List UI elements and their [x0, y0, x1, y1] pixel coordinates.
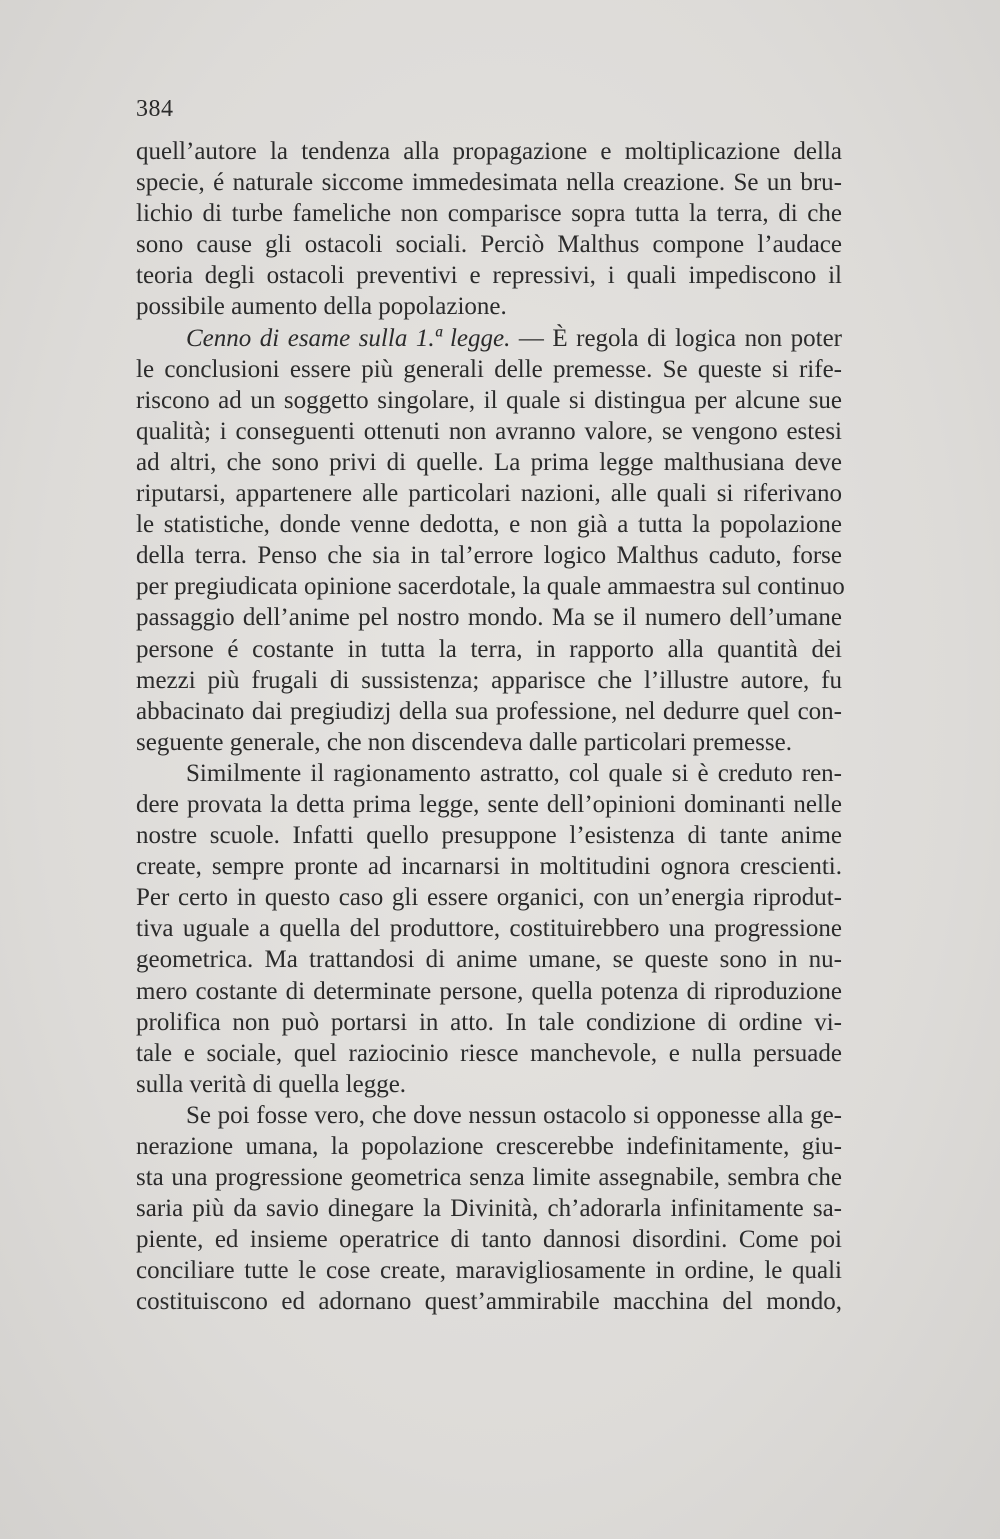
text-line: quell’autore la tendenza alla propagazione e moltiplicazione della [136, 138, 842, 165]
body-text [136, 136, 845, 1318]
text-line: qualità; i conseguenti ottenuti non avranno valore, se vengono estesi [136, 417, 842, 445]
text-line: tale e sociale, quel raziocinio riesce manchevole, e nulla persuade [136, 1039, 842, 1067]
text-line: create, sempre pronte ad incarnarsi in moltitudini ognora crescienti. [136, 853, 842, 881]
text-line: specie, é naturale siccome immedesimata nella creazione. Se un bru- [136, 169, 842, 197]
text-line: le statistiche, donde venne dedotta, e non già a tutta la popolazione [136, 511, 842, 539]
text-line: piente, ed insieme operatrice di tanto dannosi disordini. Come poi [136, 1226, 842, 1254]
text-line: seguente generale, che non discendeva dalle particolari premesse. [136, 728, 792, 756]
text-line: riputarsi, appartenere alle particolari nazioni, alle quali si riferivano [136, 480, 842, 508]
text-line: possibile aumento della popolazione. [136, 293, 507, 321]
text-line: sono cause gli ostacoli sociali. Perciò Malthus compone l’audace [136, 231, 842, 259]
text-line: mero costante di determinate persone, quella potenza di riproduzione [136, 977, 842, 1005]
text-line: saria più da savio dinegare la Divinità, ch’adorarla infinitamente sa- [136, 1195, 842, 1223]
text-line: conciliare tutte le cose create, maravigliosamente in ordine, le quali [136, 1257, 842, 1285]
text-line: costituiscono ed adornano quest’ammirabile macchina del mondo, [136, 1288, 842, 1316]
section-heading-rest: — È regola di logica non poter [510, 324, 842, 352]
text-line: Similmente il ragionamento astratto, col quale si è creduto ren- [186, 759, 842, 787]
text-line: sta una progressione geometrica senza limite assegnabile, sembra che [136, 1164, 842, 1192]
text-line: le conclusioni essere più generali delle premesse. Se queste si rife- [136, 355, 842, 383]
text-line: dere provata la detta prima legge, sente dell’opinioni dominanti nelle [136, 790, 842, 818]
page-number: 384 [136, 96, 174, 122]
text-line: persone é costante in tutta la terra, in rapporto alla quantità dei [136, 635, 842, 663]
text-line: nerazione umana, la popolazione crescerebbe indefinitamente, giu- [136, 1133, 842, 1160]
text-line: tiva uguale a quella del produttore, costituirebbero una progressione [136, 915, 842, 943]
text-line: ad altri, che sono privi di quelle. La prima legge malthusiana deve [136, 448, 842, 476]
text-line: della terra. Penso che sia in tal’errore logico Malthus caduto, forse [136, 542, 842, 570]
section-heading-line [136, 323, 842, 354]
text-line: abbacinato dai pregiudizj della sua professione, nel dedurre quel con- [136, 697, 842, 725]
text-line: mezzi più frugali di sussistenza; apparisce che l’illustre autore, fu [136, 666, 842, 694]
text-line: passaggio dell’anime pel nostro mondo. Ma se il numero dell’umane [136, 604, 842, 632]
text-line: per pregiudicata opinione sacerdotale, la quale ammaestra sul continuo [136, 573, 845, 601]
section-heading-italic: Cenno di esame sulla 1.ª legge. [186, 324, 511, 352]
text-line: riscono ad un soggetto singolare, il quale si distingua per alcune sue [136, 386, 842, 414]
text-line: Se poi fosse vero, che dove nessun ostacolo si opponesse alla ge- [186, 1101, 842, 1129]
text-line: Per certo in questo caso gli essere organici, con un’energia riprodut- [136, 884, 842, 912]
text-line: lichio di turbe fameliche non comparisce sopra tutta la terra, di che [136, 200, 842, 228]
text-line: prolifica non può portarsi in atto. In tale condizione di ordine vi- [136, 1008, 842, 1036]
text-line: sulla verità di quella legge. [136, 1070, 407, 1098]
text-line: nostre scuole. Infatti quello presuppone l’esistenza di tante anime [136, 822, 842, 850]
text-line: geometrica. Ma trattandosi di anime umane, se queste sono in nu- [136, 946, 842, 974]
text-line: teoria degli ostacoli preventivi e repressivi, i quali impediscono il [136, 262, 842, 290]
